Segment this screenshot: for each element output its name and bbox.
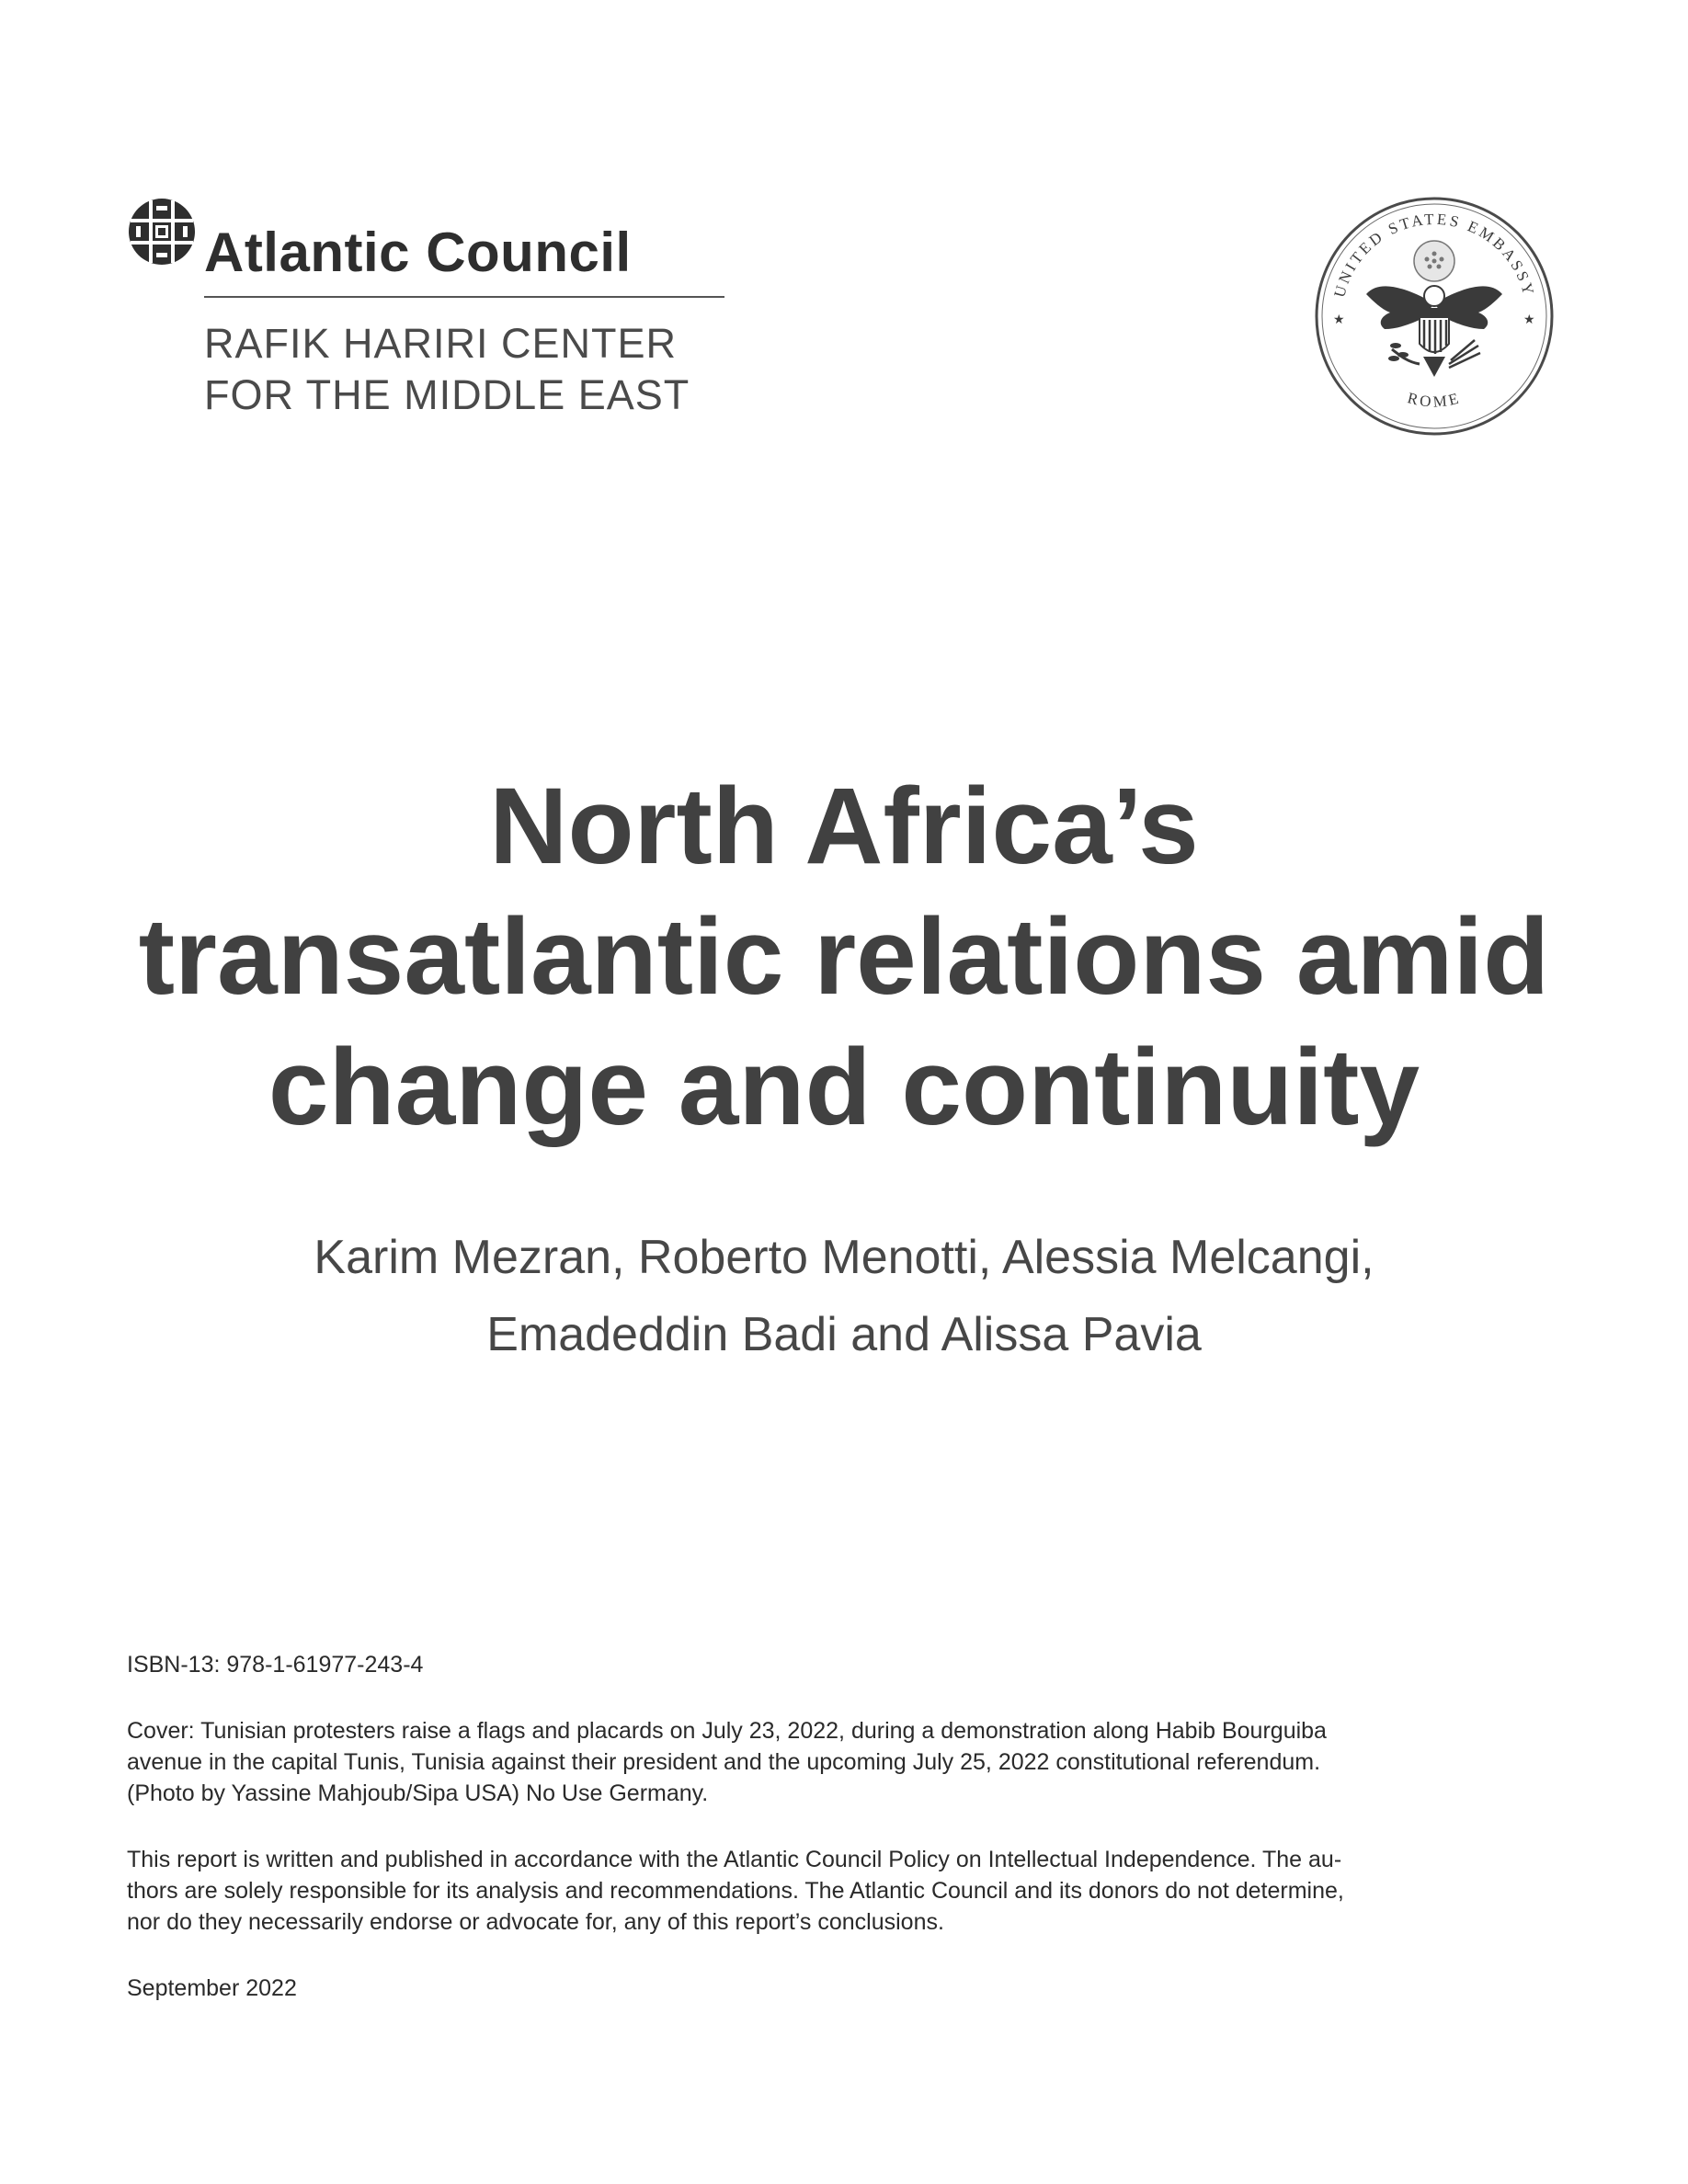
publication-date-text: September 2022 (127, 1975, 297, 2001)
report-title (74, 761, 1614, 1153)
svg-text:★: ★ (1333, 313, 1345, 327)
center-name-line-2: FOR THE MIDDLE EAST (204, 371, 690, 418)
title-line-3: change and continuity (268, 1027, 1420, 1148)
cover-caption (127, 1715, 1561, 1809)
center-name-line-1: RAFIK HARIRI CENTER (204, 320, 678, 367)
cover-caption-line: avenue in the capital Tunis, Tunisia against their president and the upcoming July 25, 2022 constitutional referendum. (127, 1749, 1321, 1775)
logo-divider (204, 296, 724, 298)
independence-line: This report is written and published in accordance with the Atlantic Council Policy on Intellectual Independence. The au- (127, 1847, 1342, 1872)
title-line-1: North Africa’s (489, 766, 1199, 887)
authors-line-1: Karim Mezran, Roberto Menotti, Alessia Melcangi, (314, 1231, 1374, 1284)
isbn-text: ISBN-13: 978-1-61977-243-4 (127, 1652, 424, 1678)
org-name: Atlantic Council (204, 222, 632, 283)
publication-date (127, 1973, 1561, 2004)
author-list (74, 1219, 1614, 1373)
independence-line: thors are solely responsible for its analysis and recommendations. The Atlantic Council and its donors do not determine, (127, 1878, 1344, 1904)
atlantic-council-logo (127, 191, 724, 421)
cover-caption-line: (Photo by Yassine Mahjoub/Sipa USA) No Use Germany. (127, 1780, 709, 1806)
authors-line-2: Emadeddin Badi and Alissa Pavia (486, 1308, 1202, 1361)
svg-text:★: ★ (1523, 313, 1535, 327)
embassy-seal (1313, 195, 1556, 438)
globe-icon (127, 197, 197, 267)
independence-statement (127, 1844, 1561, 1938)
seal-bottom-text: ROME (1405, 389, 1464, 411)
isbn (127, 1649, 1561, 1680)
title-line-2: transatlantic relations amid (138, 896, 1550, 1018)
cover-caption-line: Cover: Tunisian protesters raise a flags and placards on July 23, 2022, during a demonstration along Habib Bourguiba (127, 1718, 1327, 1744)
seal-top-text: UNITED STATES EMBASSY (1330, 210, 1538, 300)
independence-line: nor do they necessarily endorse or advocate for, any of this report’s conclusions. (127, 1909, 944, 1935)
